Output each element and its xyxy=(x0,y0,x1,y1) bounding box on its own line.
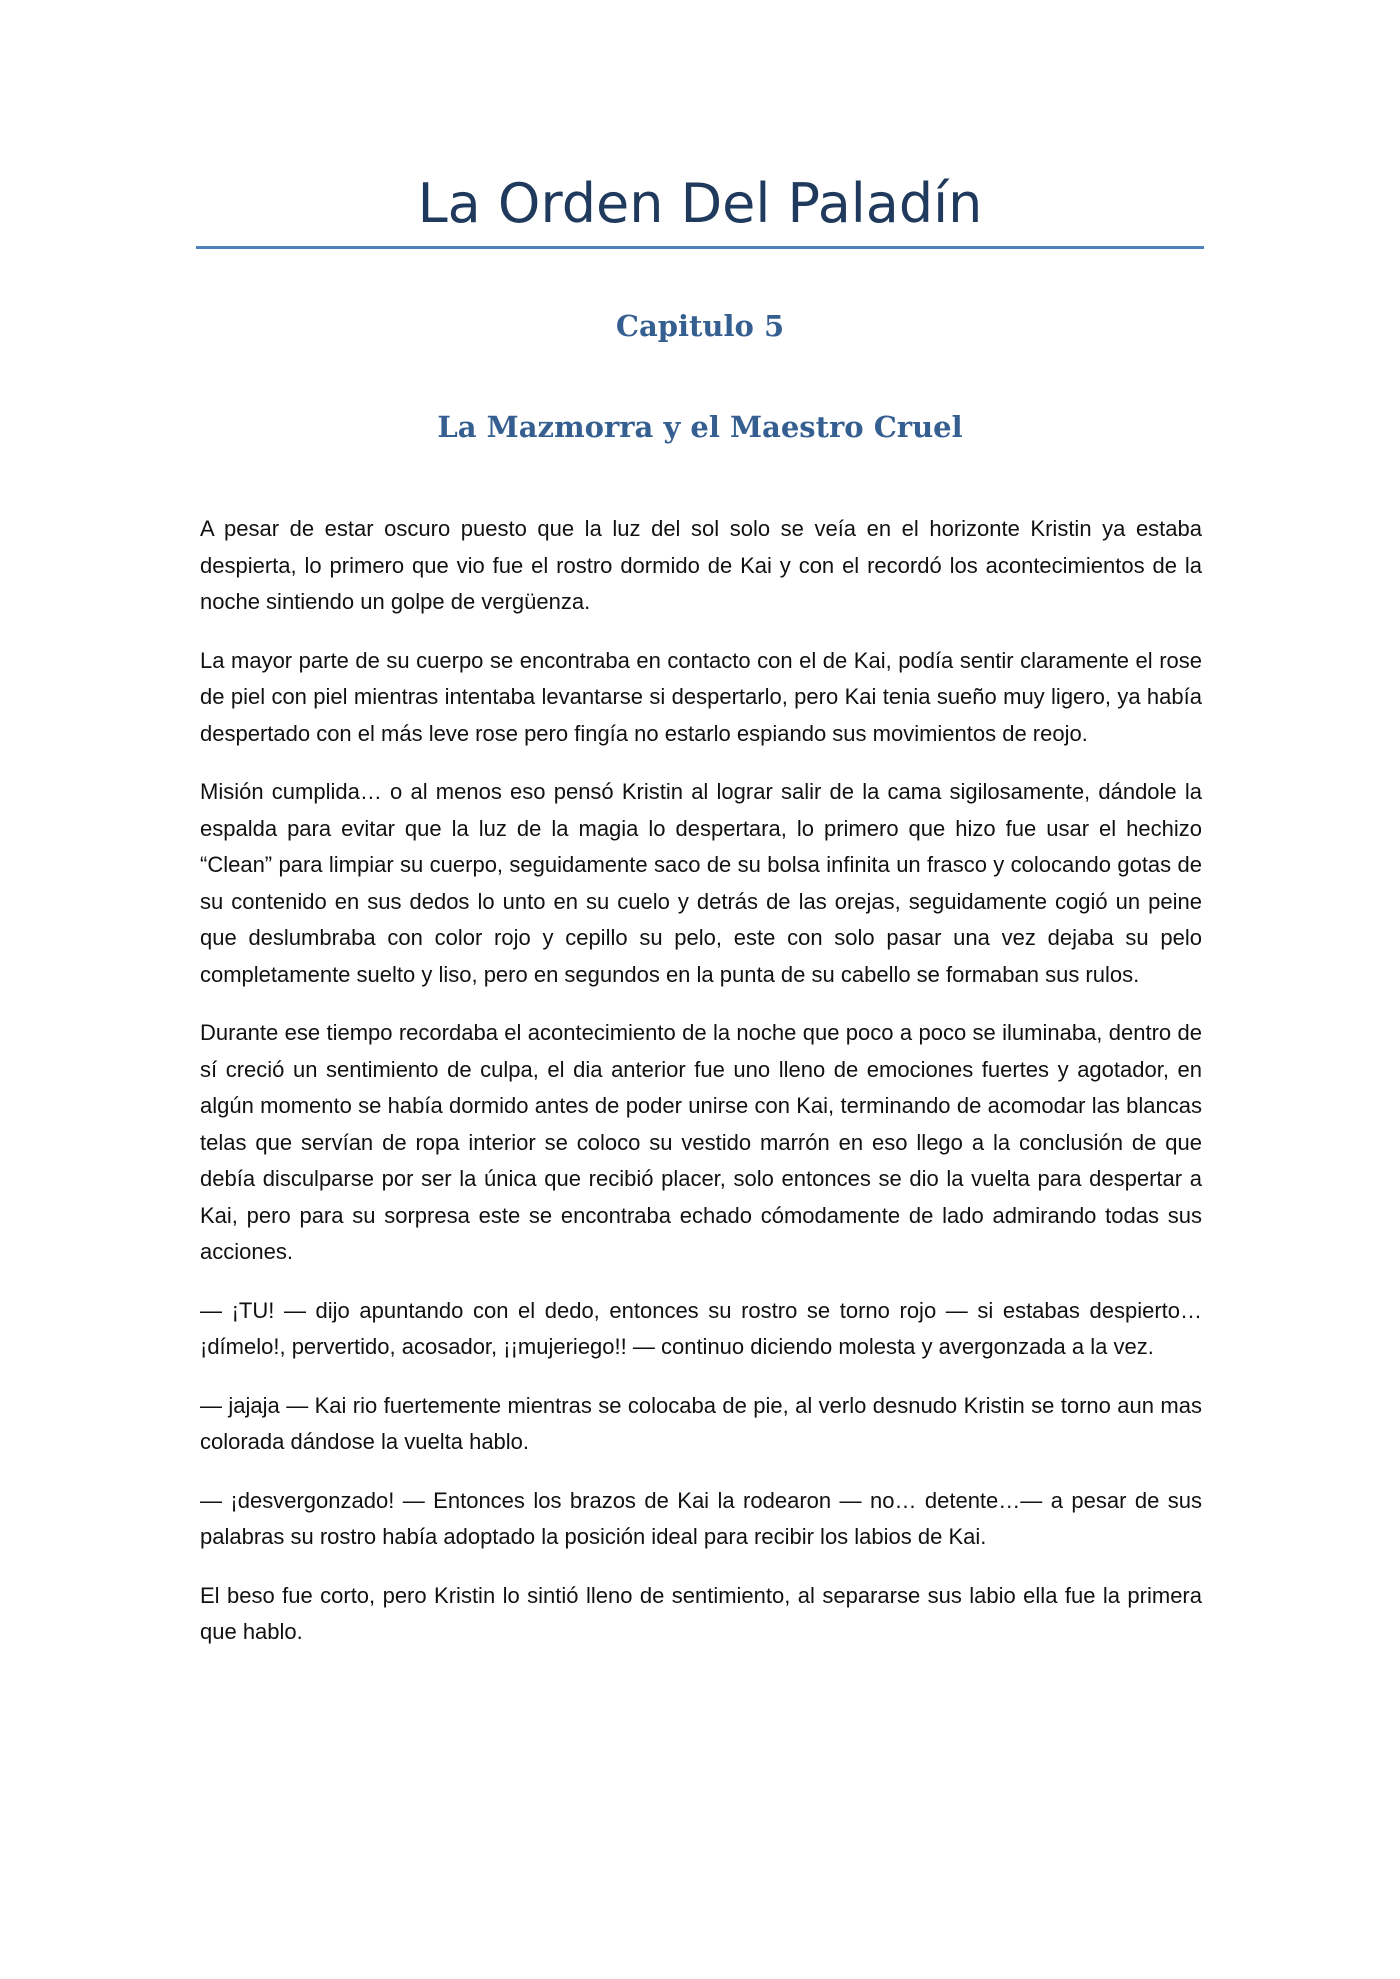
document-title: La Orden Del Paladín xyxy=(417,172,983,235)
paragraph-7: — ¡desvergonzado! — Entonces los brazos de Kai la rodearon — no… detente…— a pesar de sus palabras su rostro había adoptado la posición ideal para recibir los labios de Kai. xyxy=(200,1487,1202,1549)
title-underline-rule xyxy=(196,246,1204,249)
paragraph-6: — jajaja — Kai rio fuertemente mientras se colocaba de pie, al verlo desnudo Kristin se torno aun mas colorada dándose la vuelta hablo. xyxy=(200,1392,1202,1454)
paragraph-5: — ¡TU! — dijo apuntando con el dedo, entonces su rostro se torno rojo — si estabas despierto… ¡dímelo!, pervertido, acosador, ¡¡mujeriego!! — continuo diciendo molesta y avergonzada a la vez. xyxy=(200,1297,1202,1359)
paragraph-2: La mayor parte de su cuerpo se encontraba en contacto con el de Kai, podía sentir claramente el rose de piel con piel mientras intentaba levantarse si despertarlo, pero Kai tenia sueño muy ligero, ya había despertado con el más leve rose pero fingía no estarlo espiando sus movimientos de reojo. xyxy=(200,647,1202,746)
body-text xyxy=(200,511,1202,1673)
chapter-title-heading: La Mazmorra y el Maestro Cruel xyxy=(437,410,963,444)
paragraph-3: Misión cumplida… o al menos eso pensó Kristin al lograr salir de la cama sigilosamente, dándole la espalda para evitar que la luz de la magia lo despertara, lo primero que hizo fue usar el hechizo “Clean” para limpiar su cuerpo, seguidamente saco de su bolsa infinita un frasco y colocando gotas de su contenido en sus dedos lo unto en su cuelo y detrás de las orejas, seguidamente cogió un peine que deslumbraba con color rojo y cepillo su pelo, este con solo pasar una vez dejaba su pelo completamente suelto y liso, pero en segundos en la punta de su cabello se formaban sus rulos. xyxy=(200,779,1202,987)
paragraph-8: El beso fue corto, pero Kristin lo sintió lleno de sentimiento, al separarse sus labio ella fue la primera que hablo. xyxy=(200,1582,1202,1644)
paragraph-4: Durante ese tiempo recordaba el acontecimiento de la noche que poco a poco se iluminaba, dentro de sí creció un sentimiento de culpa, el dia anterior fue uno lleno de emociones fuertes y agotador, en algún momento se había dormido antes de poder unirse con Kai, terminando de acomodar las blancas telas que servían de ropa interior se coloco su vestido marrón en eso llego a la conclusión de que debía disculparse por ser la única que recibió placer, solo entonces se dio la vuelta para despertar a Kai, pero para su sorpresa este se encontraba echado cómodamente de lado admirando todas sus acciones. xyxy=(200,1020,1202,1264)
paragraph-1: A pesar de estar oscuro puesto que la luz del sol solo se veía en el horizonte Kristin ya estaba despierta, lo primero que vio fue el rostro dormido de Kai y con el recordó los acontecimientos de la noche sintiendo un golpe de vergüenza. xyxy=(200,516,1202,614)
chapter-number-heading: Capitulo 5 xyxy=(615,309,785,343)
